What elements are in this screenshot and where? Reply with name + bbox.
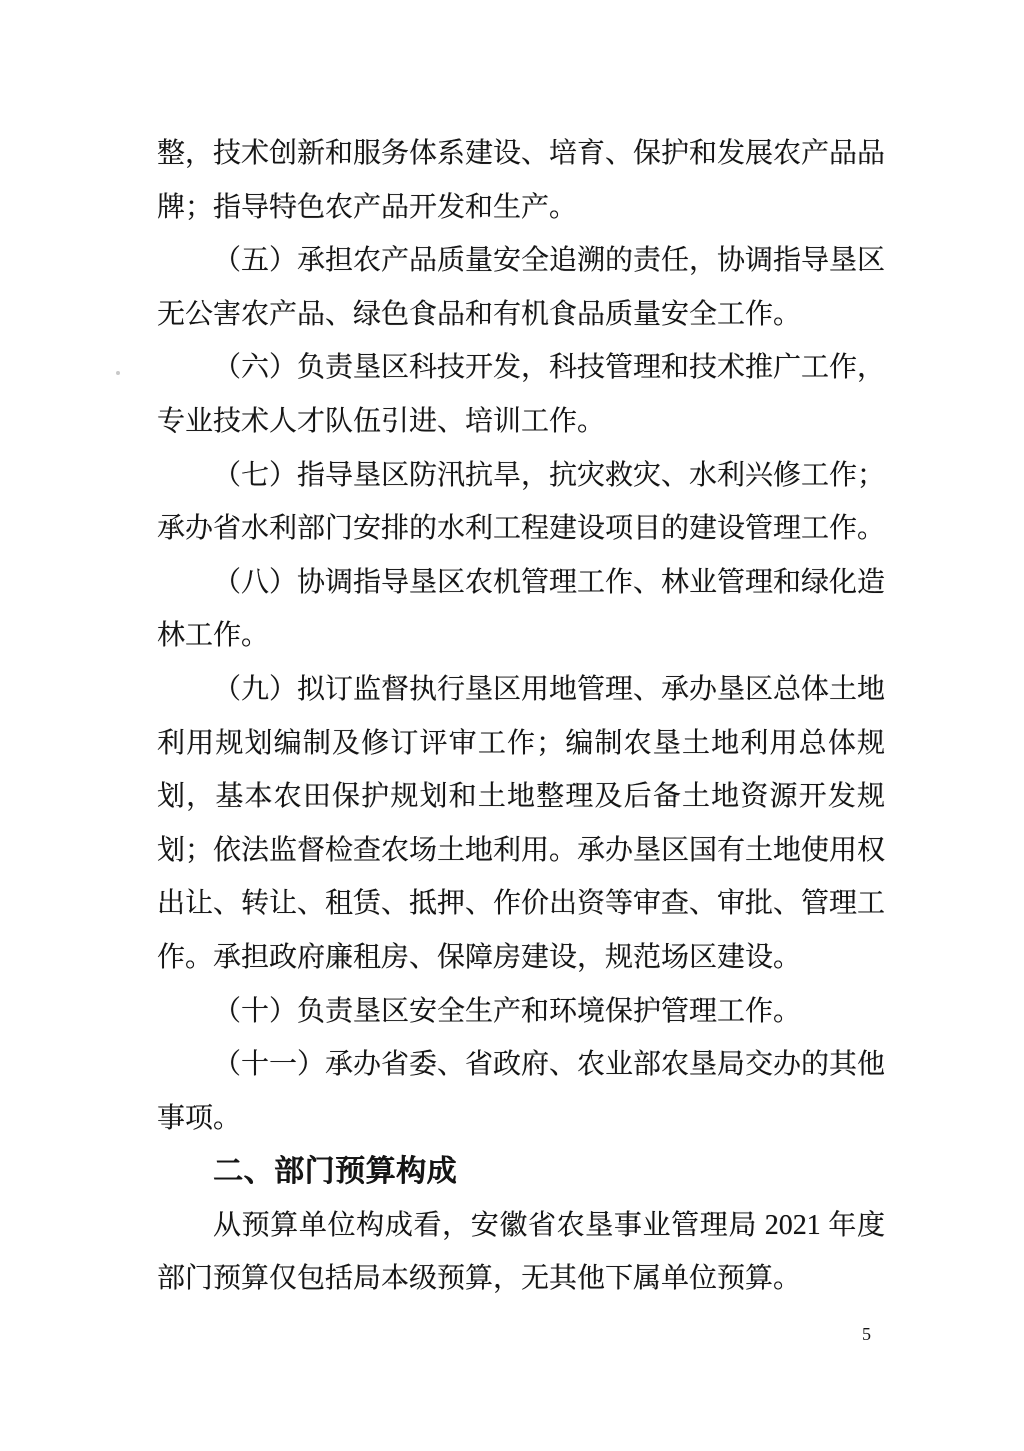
- text-line: 从预算单位构成看，安徽省农垦事业管理局 2021 年度: [213, 1209, 885, 1241]
- text-line: 出让、转让、租赁、抵押、作价出资等审查、审批、管理工: [157, 888, 886, 920]
- text-line: 专业技术人才队伍引进、培训工作。: [157, 405, 606, 437]
- text-line: 事项。: [157, 1102, 242, 1134]
- text-line: （六）负责垦区科技开发，科技管理和技术推广工作，: [213, 352, 886, 384]
- text-line: 承办省水利部门安排的水利工程建设项目的建设管理工作。: [157, 513, 886, 545]
- text-line: 牌；指导特色农产品开发和生产。: [157, 191, 578, 223]
- text-line: 作。承担政府廉租房、保障房建设，规范场区建设。: [157, 941, 802, 973]
- text-line: 无公害农产品、绿色食品和有机食品质量安全工作。: [157, 298, 802, 330]
- text-line: （九）拟订监督执行垦区用地管理、承办垦区总体土地: [213, 673, 886, 705]
- text-line: 利用规划编制及修订评审工作；编制农垦土地利用总体规: [157, 727, 885, 759]
- text-line: 部门预算仅包括局本级预算，无其他下属单位预算。: [157, 1263, 802, 1295]
- document-body: [157, 127, 885, 1306]
- text-line: （七）指导垦区防汛抗旱，抗灾救灾、水利兴修工作；: [213, 459, 886, 491]
- text-line: 林工作。: [157, 620, 270, 652]
- text-line: （十）负责垦区安全生产和环境保护管理工作。: [213, 995, 802, 1027]
- text-line: 划；依法监督检查农场土地利用。承办垦区国有土地使用权: [157, 834, 886, 866]
- text-line: 整，技术创新和服务体系建设、培育、保护和发展农产品品: [157, 138, 886, 169]
- text-line: （十一）承办省委、省政府、农业部农垦局交办的其他: [213, 1049, 886, 1081]
- text-line: （五）承担农产品质量安全追溯的责任，协调指导垦区: [213, 245, 886, 277]
- scan-speck: [116, 371, 120, 375]
- text-line: 划，基本农田保护规划和土地整理及后备土地资源开发规: [157, 781, 885, 813]
- page-number: 5: [862, 1324, 871, 1344]
- section-heading: 二、部门预算构成: [213, 1155, 457, 1189]
- text-line: （八）协调指导垦区农机管理工作、林业管理和绿化造: [213, 566, 886, 598]
